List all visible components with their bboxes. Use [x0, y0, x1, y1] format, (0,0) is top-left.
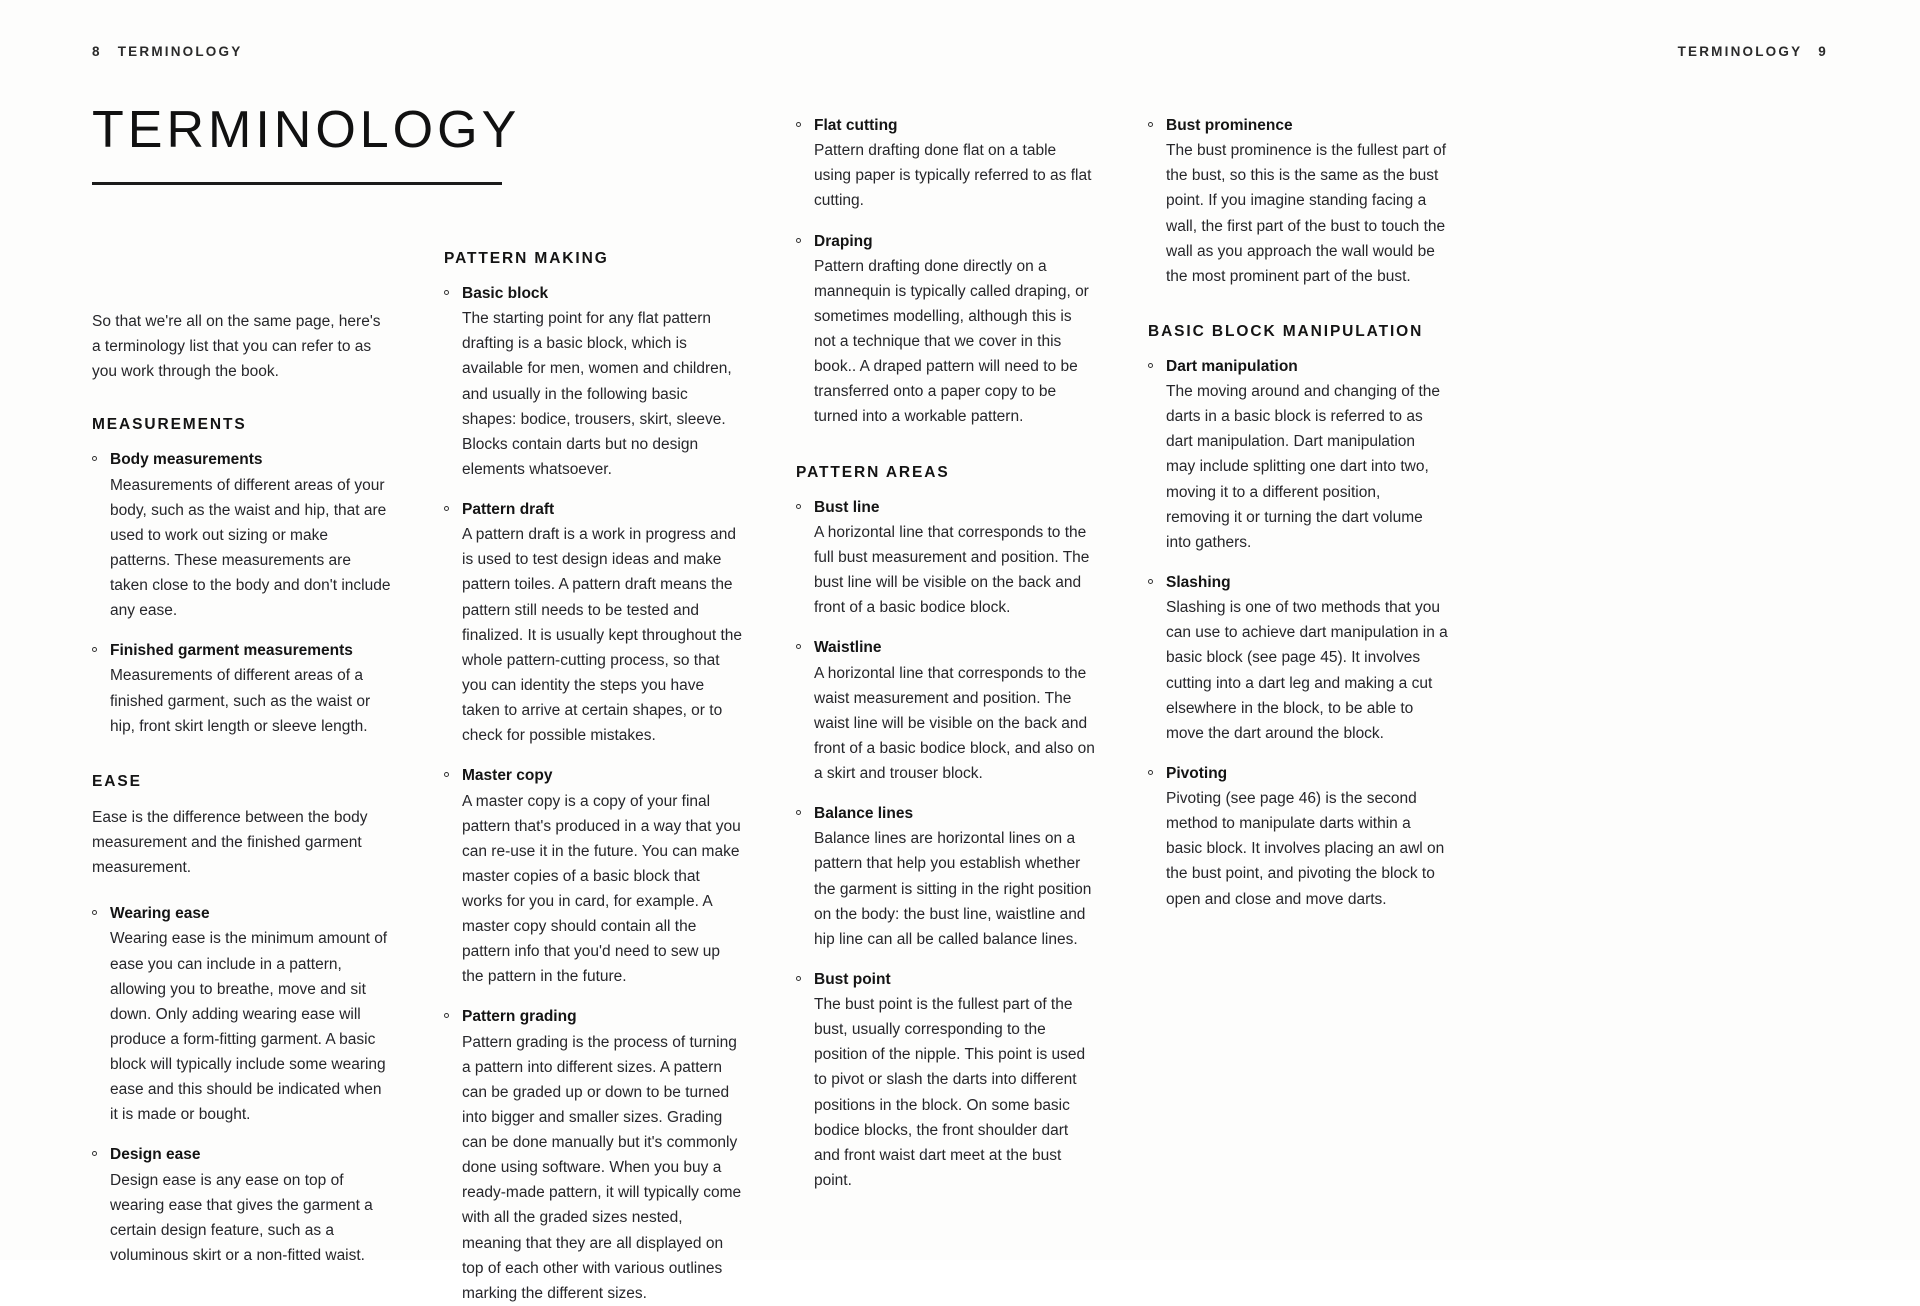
- term-definition: Pattern drafting done directly on a mannequin is typically called draping, or sometimes modelling, although this is not a technique that we cover in this book.. A draped pattern will need to be transferred onto a paper copy to be turned into a workable pattern.: [814, 257, 1089, 426]
- title-rule: [92, 182, 502, 185]
- list-item: [1148, 114, 1448, 289]
- list-item: [444, 764, 744, 989]
- term-definition: A horizontal line that corresponds to the full bust measurement and position. The bust line will be visible on the back and front of a basic bodice block.: [814, 523, 1090, 617]
- term-definition: Pattern grading is the process of turning a pattern into different sizes. A pattern can be graded up or down to be turned into bigger and smaller sizes. Grading can be done manually but it's commonly done using software. When you buy a ready-made pattern, it will typically come with all the graded sizes nested, meaning that they are all displayed on top of each other with various outlines marking the different sizes.: [462, 1033, 742, 1302]
- list-item: [1148, 571, 1448, 746]
- section-heading-ease: EASE: [92, 772, 142, 790]
- term-name: Slashing: [1166, 573, 1231, 591]
- term-name: Bust point: [814, 970, 891, 988]
- list-item: [92, 639, 392, 739]
- term-name: Bust line: [814, 498, 880, 516]
- list-item: [444, 498, 744, 748]
- section-heading-basic-block-manipulation: BASIC BLOCK MANIPULATION: [1148, 322, 1424, 340]
- term-name: Basic block: [462, 285, 549, 302]
- term-definition: Design ease is any ease on top of wearing ease that gives the garment a certain design feature, such as a voluminous skirt or a non-fitted waist.: [110, 1171, 373, 1264]
- page-title: TERMINOLOGY: [92, 101, 521, 159]
- term-definition: Balance lines are horizontal lines on a pattern that help you establish whether the garment is sitting in the right position on the body: the bust line, waistline and hip line can all be called balance lines.: [814, 830, 1092, 948]
- term-name: Finished garment measurements: [110, 642, 353, 660]
- term-list-pattern-areas: [796, 496, 1096, 1193]
- section-heading-pattern-making: PATTERN MAKING: [444, 250, 609, 267]
- term-definition: A pattern draft is a work in progress and is used to test design ideas and make pattern toiles. A pattern draft means the pattern still needs to be tested and finalized. It is usually kept throughout the whole pattern-cutting process, so that you can identity the steps you have taken to arrive at certain shapes, or to check for possible mistakes.: [462, 526, 743, 745]
- column-two: [444, 96, 744, 1302]
- list-item: [92, 902, 392, 1127]
- term-definition: Measurements of different areas of your body, such as the waist and hip, that are used to work out sizing or make patterns. These measurements are taken close to the body and don't include any ease.: [110, 476, 391, 620]
- term-definition: A master copy is a copy of your final pattern that's produced in a way that you can re-use it in the future. You can make master copies of a basic block that works for you in card, for example. A master copy should contain all the pattern info that you'd need to sew up the pattern in the future.: [462, 792, 741, 986]
- term-list-pattern-areas-cont: [1148, 114, 1448, 289]
- term-name: Balance lines: [814, 805, 914, 823]
- list-item: [796, 968, 1096, 1193]
- term-definition: Pattern drafting done flat on a table using paper is typically referred to as flat cutting.: [814, 142, 1092, 210]
- list-item: [796, 230, 1096, 430]
- text-columns: [92, 96, 1828, 1302]
- term-name: Pivoting: [1166, 764, 1228, 782]
- term-name: Flat cutting: [814, 117, 898, 134]
- term-list-pattern-making: [444, 282, 744, 1306]
- term-definition: Wearing ease is the minimum amount of ease you can include in a pattern, allowing you to breathe, move and sit down. Only adding wearing ease will produce a form-fitting garment. A basic block will typically include some wearing ease and this should be indicated when it is made or bought.: [110, 930, 388, 1124]
- running-head-right: [1678, 44, 1828, 59]
- term-definition: Slashing is one of two methods that you can use to achieve dart manipulation in a basic block (see page 45). It involves cutting into a dart leg and making a cut elsewhere in the block, to be able to move the dart around the block.: [1166, 599, 1448, 742]
- term-definition: The starting point for any flat pattern drafting is a basic block, which is available for men, women and children, and usually in the following basic shapes: bodice, trousers, skirt, sleeve. Blocks contain darts but no design elements whatsoever.: [462, 310, 732, 478]
- running-head-left: [92, 44, 242, 59]
- running-head-left-label: TERMINOLOGY: [117, 44, 243, 59]
- term-name: Waistline: [814, 639, 882, 657]
- term-definition: Pivoting (see page 46) is the second method to manipulate darts within a basic block. It involves placing an awl on the bust point, and pivoting the block to open and close and move darts.: [1166, 790, 1445, 908]
- intro-paragraph: So that we're all on the same page, here's a terminology list that you can refer to as you work through the book.: [92, 313, 381, 381]
- term-definition: The bust prominence is the fullest part of the bust, so this is the same as the bust point. If you imagine standing facing a wall, the first part of the bust to touch the wall as you approach the wall would be the most prominent part of the bust.: [1166, 142, 1447, 285]
- list-item: [1148, 355, 1448, 555]
- column-four: [1148, 96, 1448, 1230]
- term-name: Pattern grading: [462, 1008, 577, 1026]
- page-number-right: 9: [1818, 44, 1828, 59]
- term-list-measurements: [92, 448, 392, 738]
- list-item: [796, 636, 1096, 786]
- list-item: [796, 802, 1096, 952]
- term-list-basic-block-manipulation: [1148, 355, 1448, 912]
- list-item: [444, 282, 744, 482]
- term-definition: Measurements of different areas of a finished garment, such as the waist or hip, front skirt length or sleeve length.: [110, 667, 371, 735]
- term-definition: The moving around and changing of the darts in a basic block is referred to as dart manipulation. Dart manipulation may include splitting one dart into two, moving it to a different position, removing it or turning the dart volume into gathers.: [1166, 383, 1441, 551]
- ease-intro-paragraph: Ease is the difference between the body measurement and the finished garment measurement.: [92, 808, 368, 877]
- column-three: [796, 96, 1096, 1230]
- term-definition: The bust point is the fullest part of the bust, usually corresponding to the position of the nipple. This point is used to pivot or slash the darts into different positions in the block. On some basic bodice blocks, the front shoulder dart and front waist dart meet at the bust point.: [814, 996, 1086, 1189]
- term-name: Master copy: [462, 767, 553, 785]
- section-heading-measurements: MEASUREMENTS: [92, 416, 247, 434]
- term-name: Draping: [814, 232, 873, 250]
- term-definition: A horizontal line that corresponds to the waist measurement and position. The waist line will be visible on the back and front of a basic bodice block, and also on a skirt and trouser block.: [814, 664, 1095, 782]
- list-item: [92, 448, 392, 623]
- running-head-right-label: TERMINOLOGY: [1677, 44, 1803, 59]
- page-number-left: 8: [92, 44, 102, 59]
- section-heading-pattern-areas: PATTERN AREAS: [796, 463, 950, 481]
- list-item: [444, 1005, 744, 1305]
- term-name: Body measurements: [110, 451, 263, 469]
- term-name: Bust prominence: [1166, 117, 1293, 134]
- list-item: [1148, 762, 1448, 912]
- list-item: [796, 496, 1096, 621]
- term-name: Design ease: [110, 1146, 201, 1164]
- list-item: [796, 114, 1096, 214]
- term-list-pattern-making-cont: [796, 114, 1096, 430]
- term-name: Pattern draft: [462, 501, 555, 519]
- term-name: Dart manipulation: [1166, 357, 1298, 375]
- term-name: Wearing ease: [110, 905, 210, 923]
- list-item: [92, 1143, 392, 1268]
- term-list-ease: [92, 902, 392, 1268]
